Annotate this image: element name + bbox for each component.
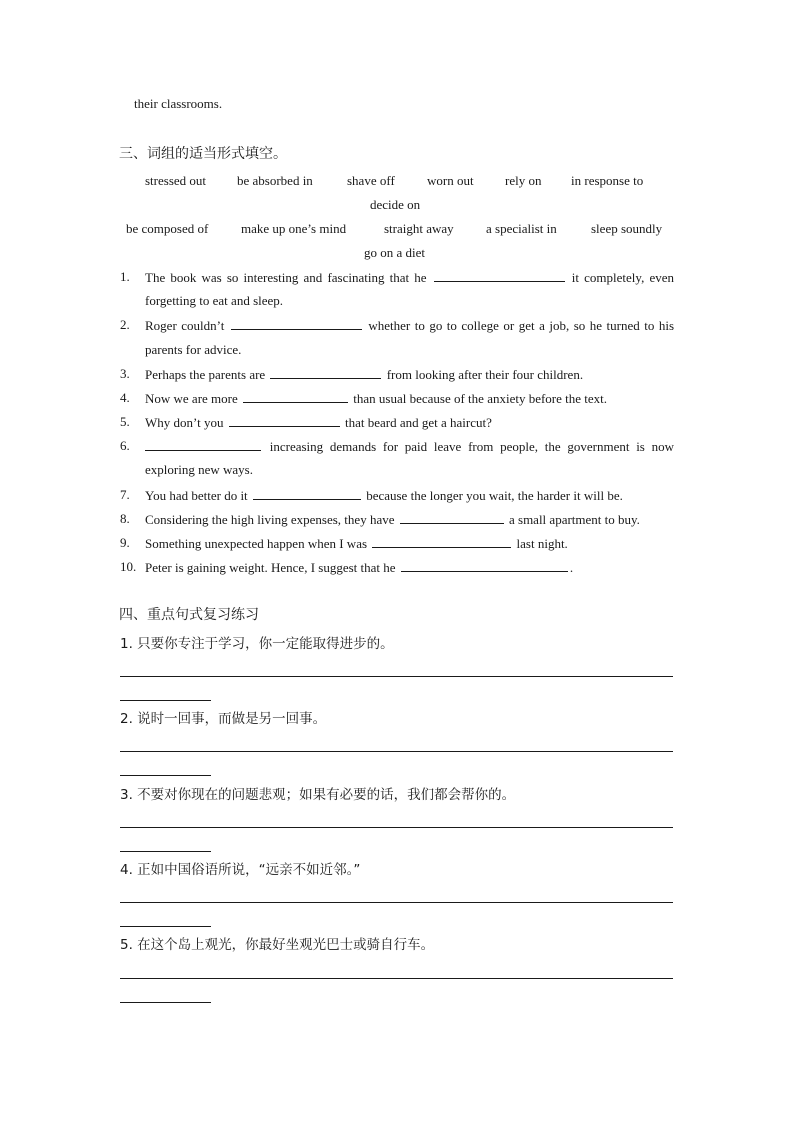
item-number: 7.: [120, 487, 130, 502]
answer-line-short[interactable]: [120, 926, 211, 927]
answer-blank-8[interactable]: [400, 511, 504, 524]
answer-blank-7[interactable]: [253, 487, 361, 500]
fill-item-2-cont: parents for advice.: [145, 342, 242, 357]
fill-item-10: Peter is gaining weight. Hence, I suggest that he .: [145, 560, 574, 575]
phrase-shave-off: shave off: [347, 173, 395, 188]
translation-item-2: 2. 说时一回事，而做是另一回事。: [120, 711, 327, 727]
phrase-a-specialist-in: a specialist in: [486, 221, 557, 236]
item-number: 2.: [120, 317, 130, 332]
phrase-stressed-out: stressed out: [145, 173, 207, 188]
fill-item-8: Considering the high living expenses, they have a small apartment to buy.: [145, 512, 640, 527]
translation-item-1: 1. 只要你专注于学习，你一定能取得进步的。: [120, 636, 394, 652]
answer-line-short[interactable]: [120, 700, 211, 701]
answer-line-short[interactable]: [120, 851, 211, 852]
fill-item-9: Something unexpected happen when I was last night.: [145, 536, 568, 551]
answer-line-short[interactable]: [120, 1002, 211, 1003]
item-number: 5.: [120, 414, 130, 429]
item-number: 8.: [120, 511, 130, 526]
phrase-worn-out: worn out: [427, 173, 474, 188]
phrase-be-composed-of: be composed of: [126, 221, 209, 236]
item-number: 4.: [120, 390, 130, 405]
intro-tail: their classrooms.: [134, 96, 223, 111]
fill-item-1: The book was so interesting and fascinating that he it completely, even: [145, 270, 674, 285]
item-number: 6.: [120, 438, 130, 453]
section-4-heading: 四、重点句式复习练习: [119, 607, 259, 623]
phrase-decide-on: decide on: [370, 197, 421, 212]
answer-line[interactable]: [120, 827, 673, 828]
phrase-straight-away: straight away: [384, 221, 454, 236]
translation-item-3: 3. 不要对你现在的问题悲观；如果有必要的话，我们都会帮你的。: [120, 787, 516, 803]
phrase-in-response-to: in response to: [571, 173, 644, 188]
phrase-rely-on: rely on: [505, 173, 542, 188]
item-number: 9.: [120, 535, 130, 550]
answer-line[interactable]: [120, 676, 673, 677]
answer-line-short[interactable]: [120, 775, 211, 776]
answer-blank-6[interactable]: [145, 438, 261, 451]
answer-blank-2[interactable]: [231, 317, 362, 330]
answer-blank-4[interactable]: [243, 390, 348, 403]
phrase-sleep-soundly: sleep soundly: [591, 221, 663, 236]
phrase-go-on-a-diet: go on a diet: [364, 245, 426, 260]
fill-item-3: Perhaps the parents are from looking after their four children.: [145, 367, 584, 382]
answer-blank-10[interactable]: [401, 559, 568, 572]
phrase-be-absorbed-in: be absorbed in: [237, 173, 313, 188]
item-number: 1.: [120, 269, 130, 284]
answer-blank-3[interactable]: [270, 366, 381, 379]
answer-blank-5[interactable]: [229, 414, 340, 427]
fill-item-4: Now we are more than usual because of the anxiety before the text.: [145, 391, 608, 406]
answer-line[interactable]: [120, 751, 673, 752]
fill-item-7: You had better do it because the longer you wait, the harder it will be.: [145, 488, 623, 503]
fill-item-6-cont: exploring new ways.: [145, 462, 253, 477]
answer-line[interactable]: [120, 902, 673, 903]
translation-item-5: 5. 在这个岛上观光，你最好坐观光巴士或骑自行车。: [120, 937, 435, 953]
item-number: 3.: [120, 366, 130, 381]
section-3-heading: 三、词组的适当形式填空。: [119, 146, 287, 162]
fill-item-6: increasing demands for paid leave from people, the government is now: [145, 438, 674, 455]
translation-item-4: 4. 正如中国俗语所说，“远亲不如近邻。”: [120, 862, 361, 878]
answer-line[interactable]: [120, 978, 673, 979]
answer-blank-1[interactable]: [434, 269, 565, 282]
fill-item-1-cont: forgetting to eat and sleep.: [145, 293, 284, 308]
answer-blank-9[interactable]: [372, 535, 511, 548]
item-number: 10.: [120, 559, 137, 574]
fill-item-5: Why don’t you that beard and get a haircut?: [145, 415, 492, 430]
phrase-make-up-ones-mind: make up one’s mind: [241, 221, 347, 236]
fill-item-2: Roger couldn’t whether to go to college or get a job, so he turned to his: [145, 318, 675, 333]
